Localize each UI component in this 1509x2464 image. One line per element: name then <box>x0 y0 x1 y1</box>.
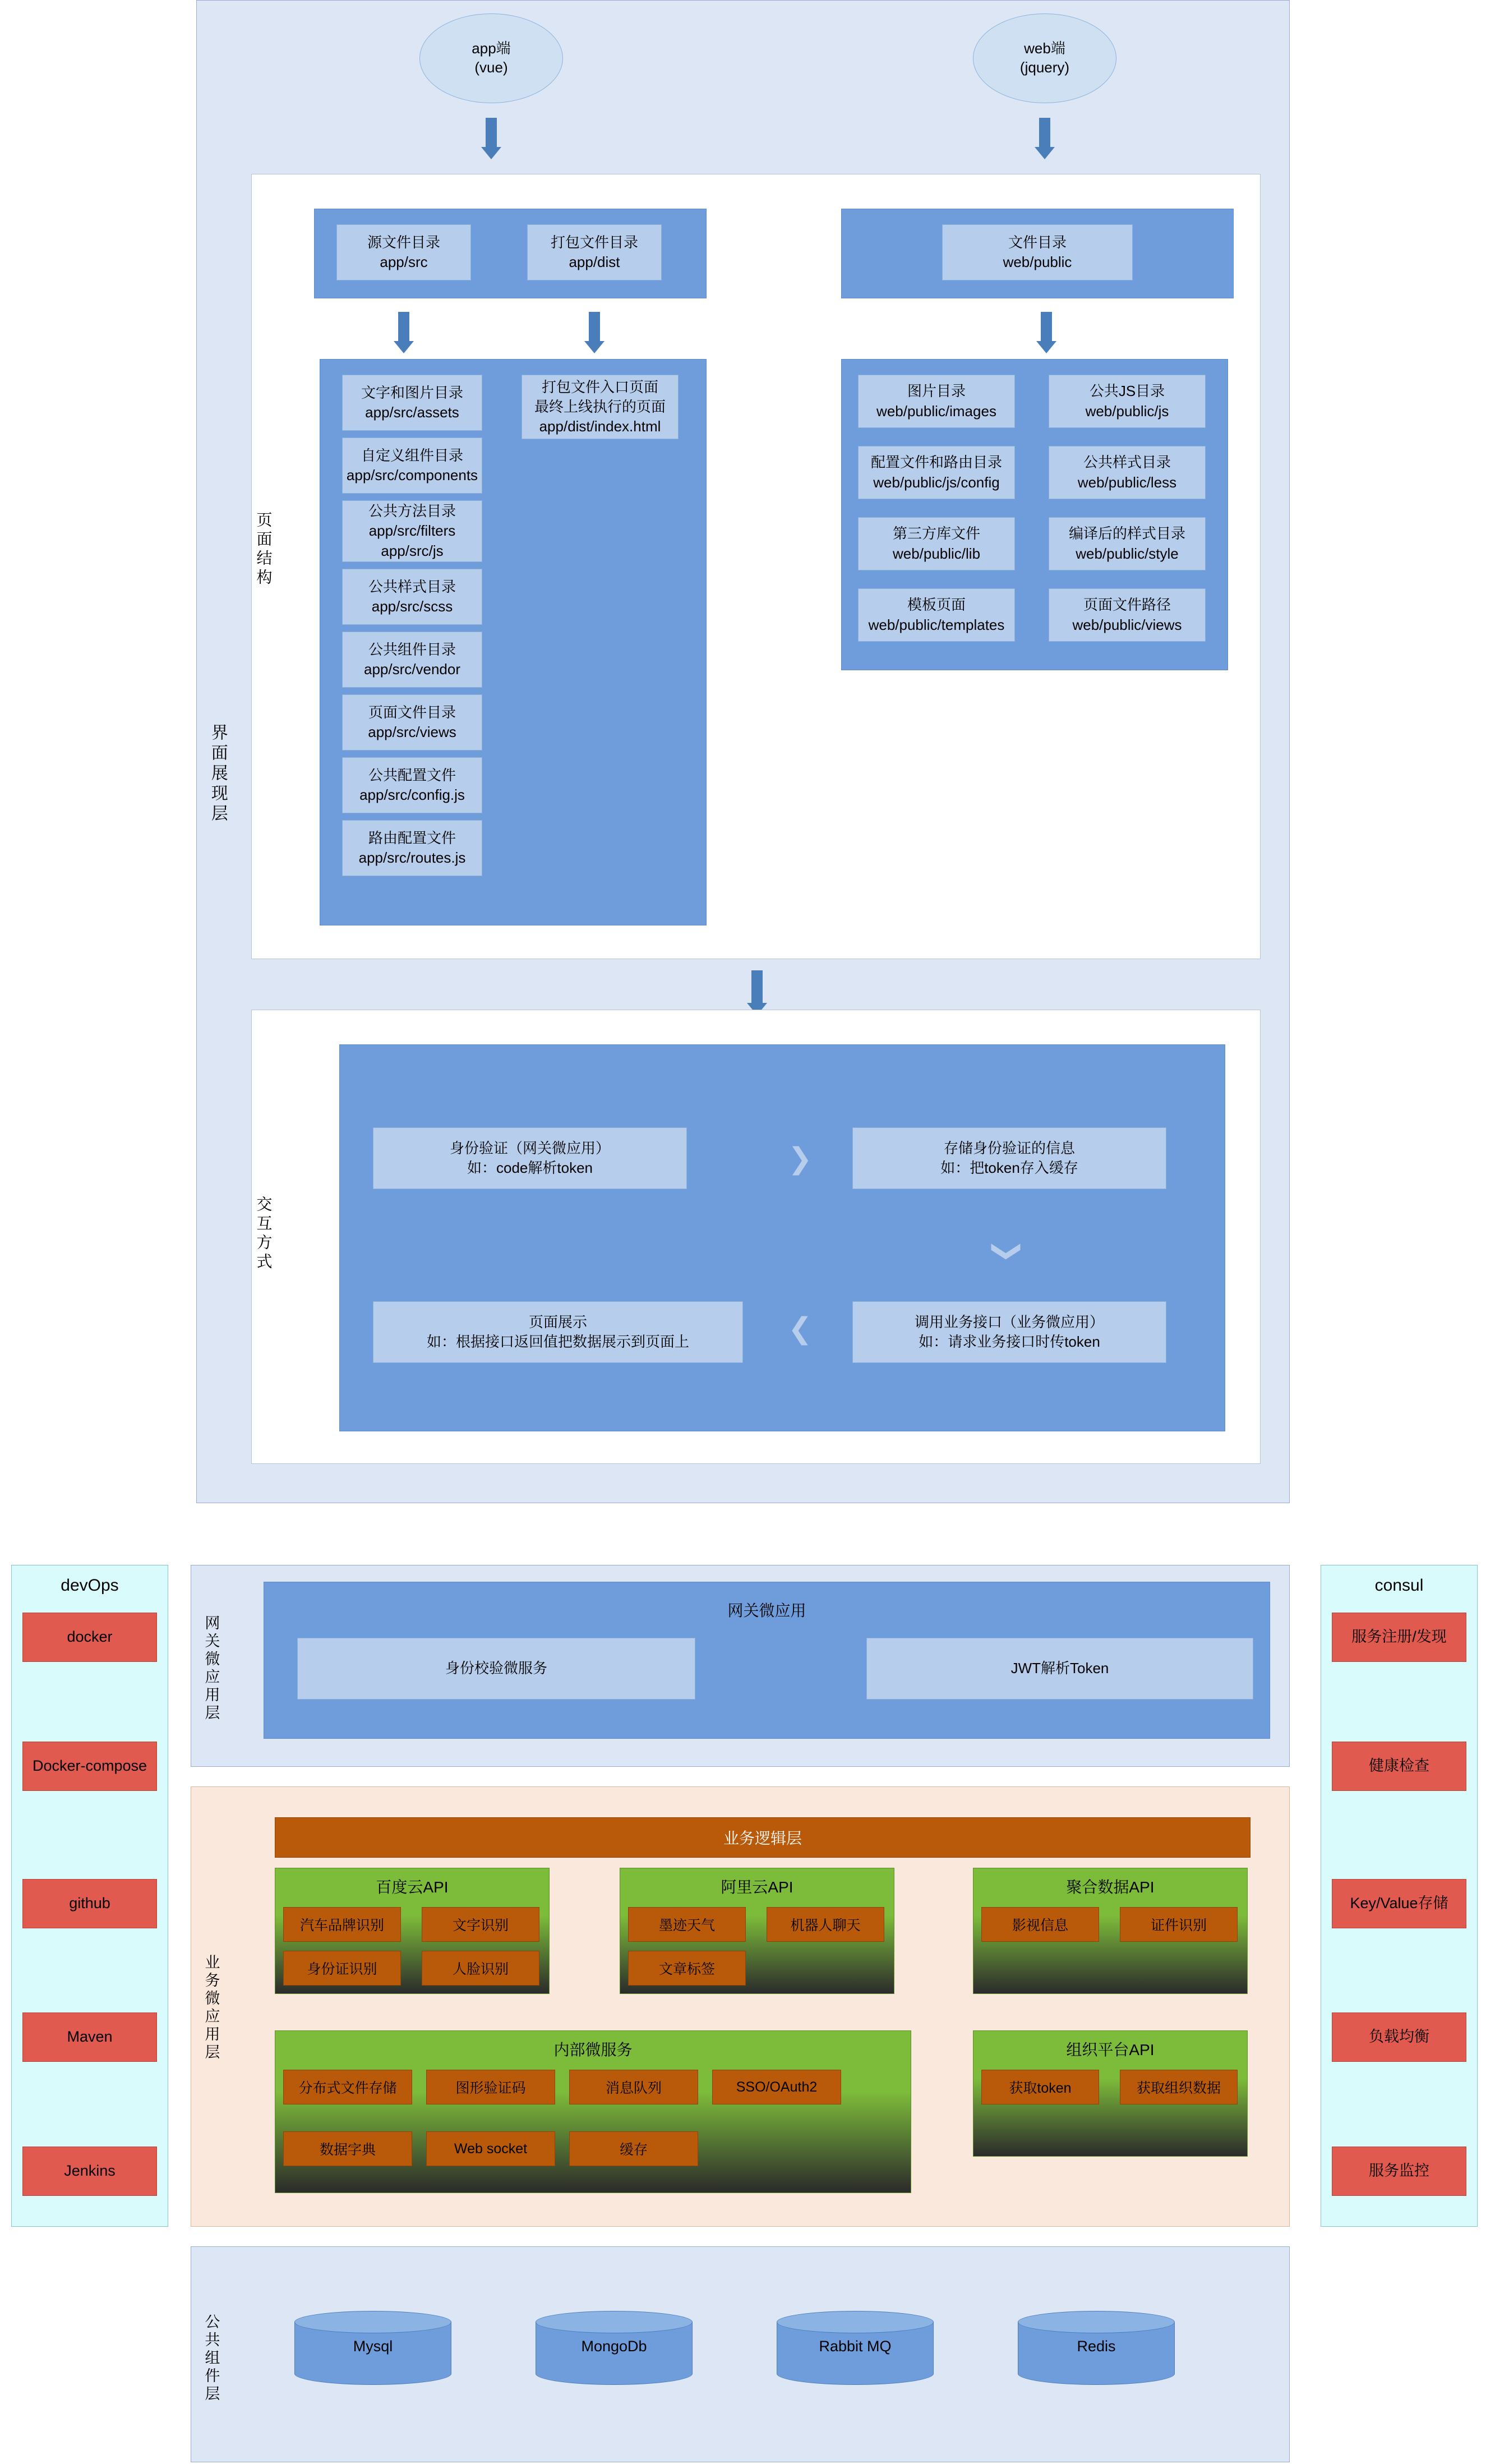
arrow-app-src-detail <box>394 312 414 357</box>
item-line1: 第三方库文件 <box>892 525 980 542</box>
web-item-views <box>1049 588 1206 642</box>
item-line1: 文字和图片目录 <box>361 384 463 401</box>
service-tag-sso[interactable]: SSO/OAuth2 <box>712 2070 841 2104</box>
devops-item-docker-compose <box>22 1742 157 1791</box>
consul-item-lb: 负载均衡 <box>1332 2012 1466 2062</box>
arrow-web-to-structure <box>1035 118 1055 163</box>
app-dist-dir-line1: 打包文件目录 <box>550 233 638 251</box>
service-tag-captcha[interactable]: 图形验证码 <box>426 2070 555 2104</box>
item-line1: 页面文件目录 <box>368 703 456 721</box>
cache-redis <box>1018 2311 1175 2384</box>
app-dist-dir-box <box>527 224 662 280</box>
queue-rabbitmq <box>777 2311 934 2384</box>
client-web-node <box>973 13 1116 103</box>
web-item-lib <box>858 517 1015 570</box>
web-public-dir-line2: web/public <box>1003 254 1072 270</box>
consul-item-registry: 服务注册/发现 <box>1332 1613 1466 1662</box>
item-line1: 路由配置文件 <box>368 829 456 846</box>
item-line2: web/public/templates <box>868 616 1005 633</box>
item-line3: app/dist/index.html <box>539 418 661 435</box>
interaction-step-store <box>852 1127 1166 1189</box>
item-line1: 打包文件入口页面 <box>541 378 658 395</box>
step-line1: 身份验证（网关微应用） <box>449 1139 610 1157</box>
app-src-item-scss <box>342 569 482 625</box>
item-line2: app/src/routes.js <box>358 849 466 866</box>
item-line2: web/public/style <box>1076 545 1179 562</box>
step-line2: 如：把token存入缓存 <box>940 1159 1078 1176</box>
item-line2: web/public/js/config <box>873 473 1000 491</box>
item-line2: app/src/assets <box>365 404 459 421</box>
item-line2: web/public/lib <box>892 545 981 562</box>
chevron-right-icon-1: ❯ <box>788 1143 813 1175</box>
api-tag-movie-info[interactable]: 影视信息 <box>981 1907 1099 1942</box>
service-tag-file-storage[interactable]: 分布式文件存储 <box>283 2070 412 2104</box>
api-card-juhe-title: 聚合数据API <box>1066 1878 1155 1896</box>
item-line1: 公共JS目录 <box>1089 383 1165 400</box>
interaction-step-call-api <box>852 1301 1166 1363</box>
gateway-panel-title: 网关微应用 <box>727 1602 806 1619</box>
item-line2: app/src/components <box>346 467 478 483</box>
item-line2: web/public/less <box>1077 473 1177 491</box>
item-line2: app/src/filters <box>368 522 456 540</box>
app-dist-dir-line2: app/dist <box>569 254 620 270</box>
item-line1: 公共样式目录 <box>368 578 456 595</box>
arrow-web-public-detail <box>1036 312 1056 357</box>
devops-title: devOps <box>61 1576 119 1595</box>
api-card-internal <box>275 2030 911 2193</box>
app-src-item-assets <box>342 375 482 431</box>
api-tag-certificate[interactable]: 证件识别 <box>1120 1907 1238 1942</box>
step-line2: 如：code解析token <box>467 1159 593 1176</box>
app-src-item-config <box>342 757 482 813</box>
interaction-flow-group <box>339 1044 1225 1431</box>
app-src-item-views <box>342 694 482 750</box>
item-line2: 最终上线执行的页面 <box>534 398 666 415</box>
page-structure-label: 页面结构 <box>255 512 273 588</box>
arrow-app-dist-detail <box>584 312 604 357</box>
app-src-dir-box <box>336 224 471 280</box>
item-line2: web/public/js <box>1085 402 1169 420</box>
app-src-item-routes <box>342 820 482 876</box>
devops-item-docker: docker <box>22 1613 157 1662</box>
arrow-app-to-structure <box>481 118 501 163</box>
web-item-templates <box>858 588 1015 642</box>
org-tag-get-org-data[interactable]: 获取组织数据 <box>1120 2070 1238 2104</box>
item-line1: 公共组件目录 <box>368 641 456 658</box>
interaction-step-auth <box>373 1127 687 1189</box>
api-tag-car-brand[interactable]: 汽车品牌识别 <box>283 1907 401 1942</box>
item-line1: 配置文件和路由目录 <box>870 454 1002 471</box>
gateway-layer-label: 网关微应用层 <box>202 1615 220 1723</box>
chevron-down-icon-1: ❯ <box>991 1239 1024 1264</box>
service-tag-cache[interactable]: 缓存 <box>569 2131 698 2166</box>
step-line1: 调用业务接口（业务微应用） <box>914 1313 1104 1330</box>
client-web-label-line2: (jquery) <box>1019 59 1070 76</box>
devops-item-maven: Maven <box>22 2012 157 2062</box>
business-layer-label: 业务微应用层 <box>202 1954 220 2062</box>
api-card-aliyun-title: 阿里云API <box>721 1878 793 1896</box>
database-mongodb <box>536 2311 693 2384</box>
gateway-box-auth-service: 身份校验微服务 <box>297 1638 695 1700</box>
service-tag-websocket[interactable]: Web socket <box>426 2131 555 2166</box>
web-public-dir-line1: 文件目录 <box>1008 233 1067 251</box>
client-app-label-line2: (vue) <box>474 59 508 76</box>
api-tag-moji-weather[interactable]: 墨迹天气 <box>628 1907 746 1942</box>
consul-item-monitor: 服务监控 <box>1332 2147 1466 2196</box>
item-line2: web/public/views <box>1072 616 1182 633</box>
database-mongodb-label: MongoDb <box>581 2338 647 2355</box>
step-line1: 存储身份验证的信息 <box>943 1139 1075 1157</box>
cache-redis-label: Redis <box>1077 2338 1116 2355</box>
common-layer-label: 公共组件层 <box>202 2314 220 2403</box>
step-line1: 页面展示 <box>528 1313 587 1330</box>
queue-rabbitmq-label: Rabbit MQ <box>819 2338 892 2355</box>
web-public-dir-box <box>942 224 1133 280</box>
web-item-config <box>858 446 1015 499</box>
item-line1: 公共样式目录 <box>1083 454 1171 471</box>
item-line2: app/src/vendor <box>364 661 460 678</box>
item-line1: 公共方法目录 <box>368 503 456 520</box>
app-src-item-components <box>342 437 482 494</box>
consul-item-kv: Key/Value存储 <box>1332 1879 1466 1928</box>
chevron-left-icon-1: ❯ <box>788 1316 813 1349</box>
app-src-dir-line1: 源文件目录 <box>367 233 440 251</box>
org-tag-get-token[interactable]: 获取token <box>981 2070 1099 2104</box>
web-item-style <box>1049 517 1206 570</box>
item-line1: 编译后的样式目录 <box>1068 525 1185 542</box>
consul-title: consul <box>1374 1576 1424 1595</box>
api-card-internal-title: 内部微服务 <box>553 2041 633 2058</box>
service-tag-dictionary[interactable]: 数据字典 <box>283 2131 412 2166</box>
api-card-baidu-title: 百度云API <box>376 1878 449 1896</box>
client-app-label-line1: app端 <box>472 40 511 57</box>
client-app-node <box>419 13 563 103</box>
devops-item-jenkins: Jenkins <box>22 2147 157 2196</box>
api-card-org-platform-title: 组织平台API <box>1066 2041 1155 2058</box>
database-mysql <box>294 2311 451 2384</box>
item-line2: web/public/images <box>876 402 996 420</box>
api-tag-article-label[interactable]: 文章标签 <box>628 1951 746 1986</box>
item-line1: 模板页面 <box>907 596 966 614</box>
item-line2: app/src/config.js <box>359 786 465 803</box>
devops-item-github: github <box>22 1879 157 1928</box>
item-line1: 页面文件路径 <box>1083 596 1171 614</box>
client-web-label-line1: web端 <box>1024 40 1065 57</box>
service-tag-mq[interactable]: 消息队列 <box>569 2070 698 2104</box>
business-logic-bar: 业务逻辑层 <box>275 1817 1250 1858</box>
web-item-images <box>858 375 1015 428</box>
presentation-layer-label: 界面展现层 <box>208 724 227 825</box>
api-tag-chatbot[interactable]: 机器人聊天 <box>767 1907 884 1942</box>
web-item-less <box>1049 446 1206 499</box>
app-dist-item-index <box>522 375 679 439</box>
database-mysql-label: Mysql <box>353 2338 393 2355</box>
interaction-label: 交互方式 <box>255 1196 273 1272</box>
consul-item-health: 健康检查 <box>1332 1742 1466 1791</box>
item-line1: 公共配置文件 <box>368 766 456 784</box>
item-line1: 图片目录 <box>907 383 966 400</box>
app-src-item-filters <box>342 500 482 562</box>
api-tag-idcard[interactable]: 身份证识别 <box>283 1951 401 1986</box>
item-line2: app/src/views <box>368 724 456 740</box>
item-line2: app/src/scss <box>371 598 453 615</box>
item-line1: 自定义组件目录 <box>361 446 463 464</box>
app-src-item-vendor <box>342 632 482 688</box>
api-tag-face[interactable]: 人脸识别 <box>422 1951 539 1986</box>
step-line2: 如：根据接口返回值把数据展示到页面上 <box>426 1333 689 1350</box>
item-line3: app/src/js <box>381 542 444 559</box>
web-item-js <box>1049 375 1206 428</box>
app-src-dir-line2: app/src <box>380 254 428 270</box>
gateway-box-jwt: JWT解析Token <box>866 1638 1253 1700</box>
devops-item-label: Docker-compose <box>32 1757 147 1775</box>
api-tag-ocr[interactable]: 文字识别 <box>422 1907 539 1942</box>
step-line2: 如：请求业务接口时传token <box>919 1333 1100 1350</box>
interaction-step-render <box>373 1301 743 1363</box>
